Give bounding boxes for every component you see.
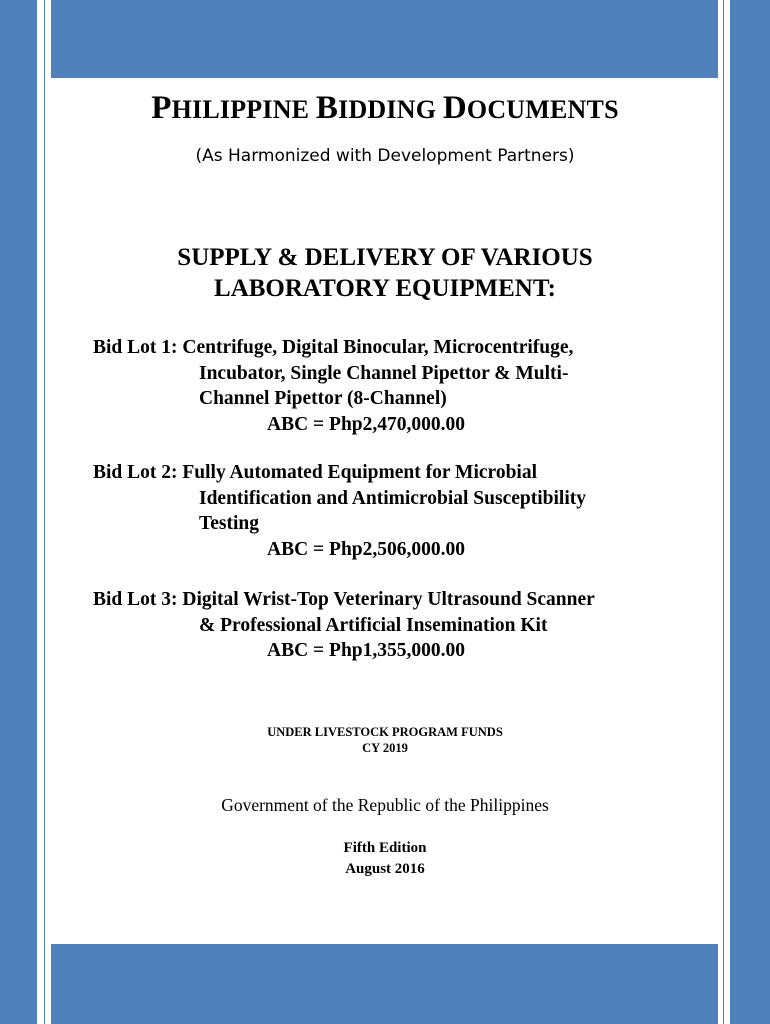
bid-lot-line: Incubator, Single Channel Pipettor & Multi- (199, 362, 569, 384)
project-title (0, 242, 770, 304)
bid-lot-line: Identification and Antimicrobial Susceptibility (199, 487, 586, 509)
edition-label: Fifth Edition (343, 840, 427, 856)
project-title-line: LABORATORY EQUIPMENT: (214, 275, 556, 302)
bid-lot-line: Testing (199, 513, 259, 534)
page-title: PHILIPPINE BIDDING DOCUMENTS (151, 90, 619, 126)
bid-lot-line: Bid Lot 1: Centrifuge, Digital Binocular, Microcentrifuge, (93, 337, 574, 358)
bid-lot-1 (93, 335, 573, 437)
bid-lot-abc: ABC = Php1,355,000.00 (267, 640, 466, 661)
subtitle: (As Harmonized with Development Partners) (195, 146, 575, 166)
project-title-line: SUPPLY & DELIVERY OF VARIOUS (177, 244, 593, 271)
bid-lot-line: Bid Lot 3: Digital Wrist-Top Veterinary Ultrasound Scanner (93, 589, 595, 610)
bid-lot-abc: ABC = Php2,470,000.00 (267, 413, 466, 435)
bid-lot-line: Bid Lot 2: Fully Automated Equipment for Microbial (93, 462, 538, 483)
edition-block (0, 838, 770, 880)
bid-lot-3 (93, 587, 595, 664)
bid-lot-2 (93, 460, 586, 562)
funds-year: CY 2019 (362, 741, 408, 755)
government-line: Government of the Republic of the Philippines (221, 795, 549, 815)
funds-line: UNDER LIVESTOCK PROGRAM FUNDS (267, 725, 503, 739)
funds-note (0, 724, 770, 756)
bottom-banner (51, 944, 718, 1024)
bid-lot-line: Channel Pipettor (8-Channel) (199, 388, 447, 409)
edition-date: August 2016 (345, 861, 425, 877)
bid-lot-line: & Professional Artificial Insemination Kit (199, 614, 548, 636)
top-banner (51, 0, 718, 78)
bid-lot-abc: ABC = Php2,506,000.00 (267, 538, 466, 560)
